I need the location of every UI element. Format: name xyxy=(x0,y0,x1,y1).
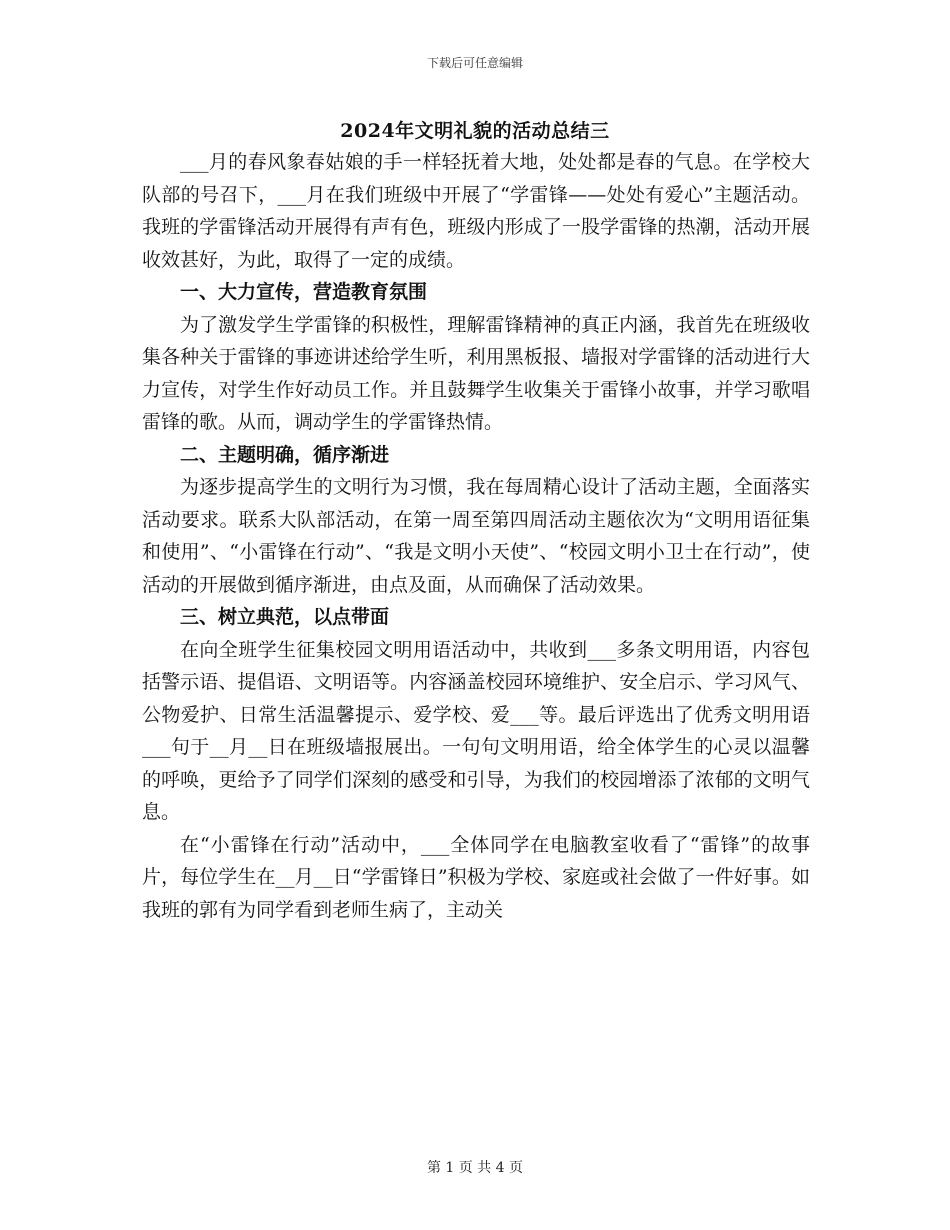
section-2-heading: 二、主题明确，循序渐进 xyxy=(180,443,390,466)
document-body xyxy=(142,146,810,926)
page-number: 第 1 页 共 4 页 xyxy=(426,1160,524,1176)
section-1-heading: 一、大力宣传，营造教育氛围 xyxy=(180,281,428,303)
section-1-paragraph: 为了激发学生学雷锋的积极性，理解雷锋精神的真正内涵，我首先在班级收集各种关于雷锋的事迹讲述给学生听，利用黑板报、墙报对学雷锋的活动进行大力宣传，对学生作好动员工作。并且鼓舞学生收集关于雷锋小故事，并学习歌唱雷锋的歌。从而，调动学生的学雷锋热情。 xyxy=(142,313,810,433)
intro-paragraph: ___月的春风象春姑娘的手一样轻抚着大地，处处都是春的气息。在学校大队部的号召下，___月在我们班级中开展了“学雷锋——处处有爱心”主题活动。我班的学雷锋活动开展得有声有色，班级内形成了一股学雷锋的热潮，活动开展收效甚好，为此，取得了一定的成绩。 xyxy=(142,151,810,271)
header-note: 下载后可任意编辑 xyxy=(426,56,523,70)
document-title: 2024年文明礼貌的活动总结三 xyxy=(340,120,610,142)
section-3-paragraph-2: 在“小雷锋在行动”活动中，___全体同学在电脑教室收看了“雷锋”的故事片，每位学生在__月__日“学雷锋日”积极为学校、家庭或社会做了一件好事。如我班的郭有为同学看到老师生病了，主动关 xyxy=(142,833,810,921)
section-3-heading: 三、树立典范，以点带面 xyxy=(180,606,390,628)
section-3-paragraph-1: 在向全班学生征集校园文明用语活动中，共收到___多条文明用语，内容包括警示语、提倡语、文明语等。内容涵盖校园环境维护、安全启示、学习风气、公物爱护、日常生活温馨提示、爱学校、爱___等。最后评选出了优秀文明用语___句于__月__日在班级墙报展出。一句句文明用语，给全体学生的心灵以温馨的呼唤，更给予了同学们深刻的感受和引导，为我们的校园增添了浓郁的文明气息。 xyxy=(142,638,810,823)
section-2-paragraph: 为逐步提高学生的文明行为习惯，我在每周精心设计了活动主题，全面落实活动要求。联系大队部活动，在第一周至第四周活动主题依次为“文明用语征集和使用”、“小雷锋在行动”、“我是文明小天使”、“校园文明小卫士在行动”，使活动的开展做到循序渐进，由点及面，从而确保了活动效果。 xyxy=(142,476,810,596)
